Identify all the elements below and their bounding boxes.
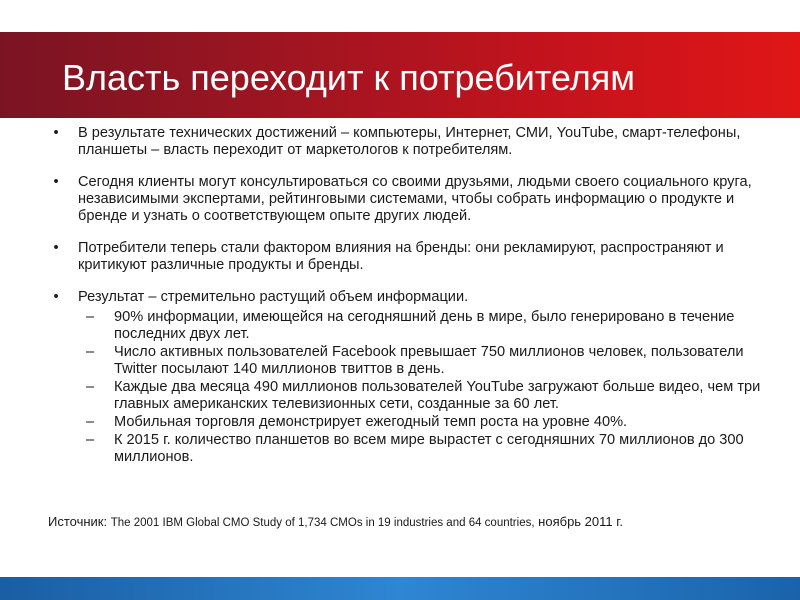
sub-bullet-item (78, 414, 766, 431)
bullet-text: В результате технических достижений – компьютеры, Интернет, СМИ, YouTube, смарт-телефоны, планшеты – власть переходит от маркетологов к потребителям. (78, 125, 741, 158)
sub-bullet-text: К 2015 г. количество планшетов во всем мире вырастет с сегодняшних 70 миллионов до 300 миллионов. (114, 432, 744, 465)
sub-bullet-text: Число активных пользователей Facebook превышает 750 миллионов человек, пользователи Twitter посылают 140 миллионов твиттов в день. (114, 344, 744, 377)
bullet-marker: • (53, 125, 59, 141)
sub-bullet-item (78, 432, 766, 466)
footer-band (0, 577, 800, 600)
source-date: ноябрь 2011 г. (538, 514, 624, 529)
slide-content (46, 125, 766, 481)
bullet-item (46, 174, 766, 225)
bullet-item (46, 240, 766, 274)
dash-marker: – (86, 432, 95, 448)
source-label: Источник: (48, 514, 108, 529)
source-note (48, 514, 623, 529)
bullet-item (46, 125, 766, 159)
sub-bullet-item (78, 309, 766, 343)
bullet-text: Результат – стремительно растущий объем информации. (78, 289, 469, 305)
bullet-marker: • (53, 174, 59, 190)
bullet-item (46, 289, 766, 466)
sub-bullet-item (78, 379, 766, 413)
sub-bullet-item (78, 344, 766, 378)
dash-marker: – (86, 344, 95, 360)
dash-marker: – (86, 379, 95, 395)
sub-bullet-text: Каждые два месяца 490 миллионов пользователей YouTube загружают больше видео, чем три главных американских телевизионных сети, созданные за 60 лет. (114, 379, 761, 412)
title-band (0, 32, 800, 118)
dash-marker: – (86, 414, 95, 430)
dash-marker: – (86, 309, 95, 325)
source-text: The 2001 IBM Global CMO Study of 1,734 CMOs in 19 industries and 64 countries, (110, 517, 535, 529)
sub-bullet-text: 90% информации, имеющейся на сегодняшний день в мире, было генерировано в течение последних двух лет. (114, 309, 735, 342)
bullet-marker: • (53, 240, 59, 256)
sub-bullet-list (78, 309, 766, 466)
bullet-text: Сегодня клиенты могут консультироваться со своими друзьями, людьми своего социального круга, независимыми экспертами, рейтинговыми системами, чтобы собрать информацию о продукте и бренде и узнать о соответствующем опыте других людей. (78, 174, 752, 224)
sub-bullet-text: Мобильная торговля демонстрирует ежегодный темп роста на уровне 40%. (114, 414, 628, 430)
bullet-text: Потребители теперь стали фактором влияния на бренды: они рекламируют, распространяют и критикуют различные продукты и бренды. (78, 240, 724, 273)
slide-title: Власть переходит к потребителям (62, 57, 635, 98)
bullet-marker: • (53, 289, 59, 305)
